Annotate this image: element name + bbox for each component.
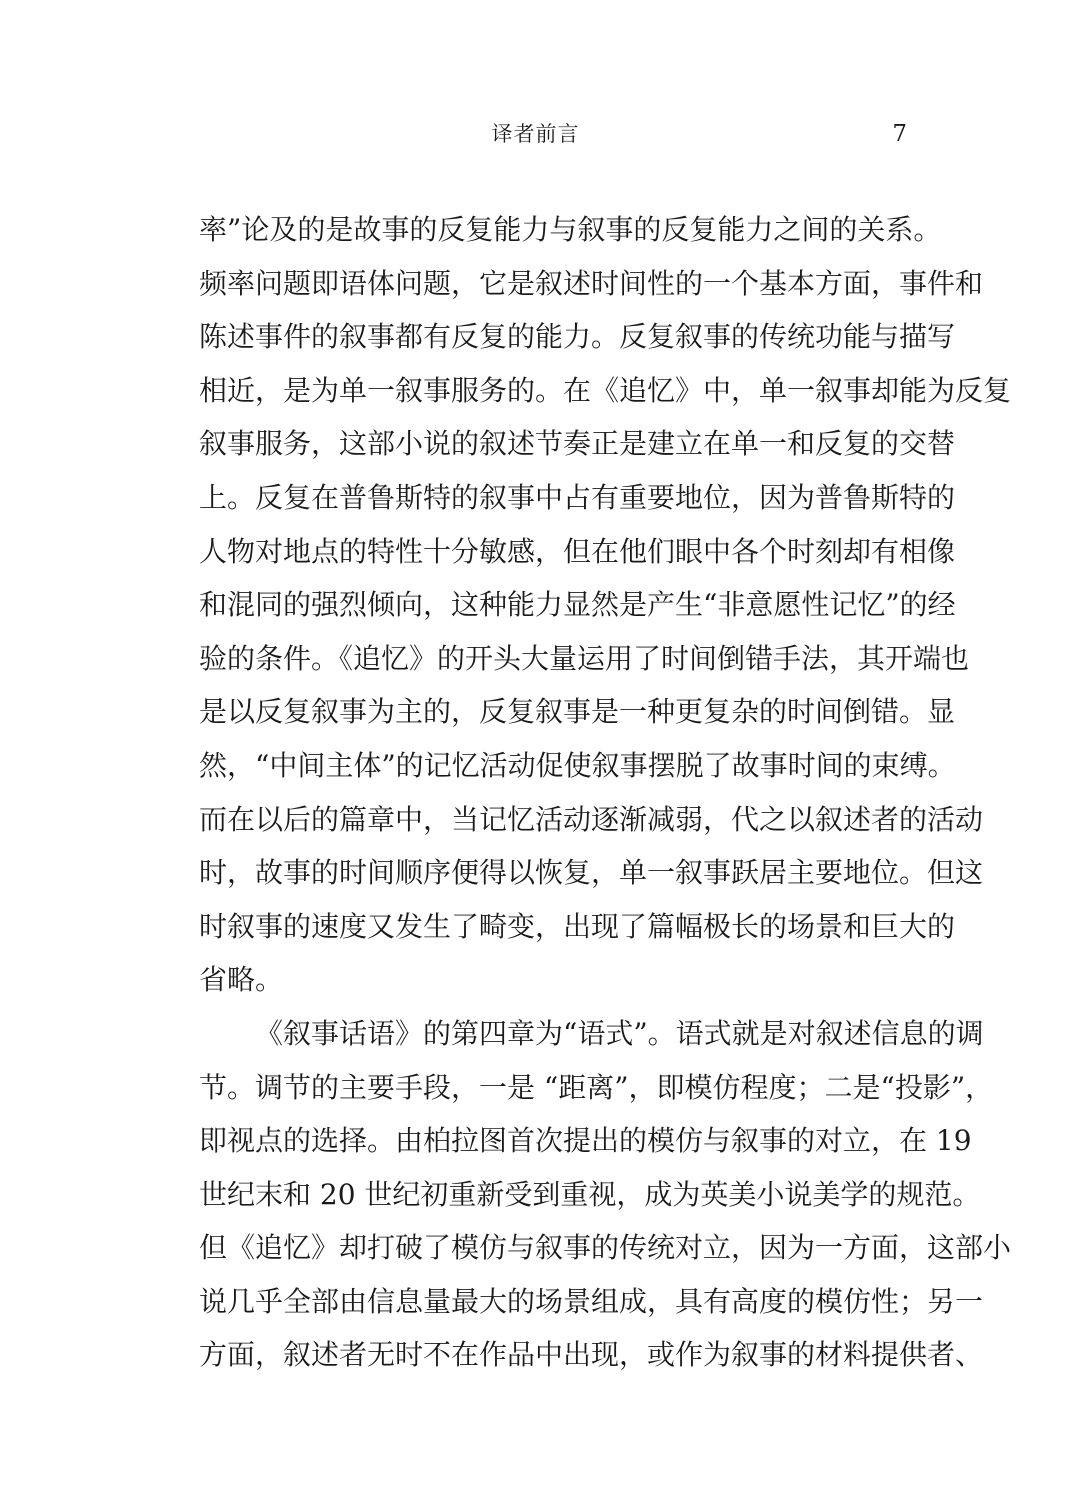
text-line: 和混同的强烈倾向，这种能力显然是产生“非意愿性记忆”的经 <box>199 588 956 622</box>
text-line: 说几乎全部由信息量最大的场景组成，具有高度的模仿性；另一 <box>199 1284 984 1318</box>
text-line: 上。反复在普鲁斯特的叙事中占有重要地位，因为普鲁斯特的 <box>199 480 956 514</box>
text-line: 叙事服务，这部小说的叙述节奏正是建立在单一和反复的交替 <box>199 427 956 461</box>
body-text <box>199 203 1012 1382</box>
text-line: 陈述事件的叙事都有反复的能力。反复叙事的传统功能与描写 <box>199 320 956 354</box>
text-line: 人物对地点的特性十分敏感，但在他们眼中各个时刻却有相像 <box>199 534 956 568</box>
text-line: 《叙事话语》的第四章为“语式”。语式就是对叙述信息的调 <box>255 1016 984 1050</box>
text-line: 时，故事的时间顺序便得以恢复，单一叙事跃居主要地位。但这 <box>199 856 984 890</box>
text-line: 验的条件。《追忆》的开头大量运用了时间倒错手法，其开端也 <box>199 641 970 675</box>
text-line: 而在以后的篇章中，当记忆活动逐渐减弱，代之以叙述者的活动 <box>199 802 984 836</box>
running-title: 译者前言 <box>491 122 580 146</box>
text-line: 时叙事的速度又发生了畸变，出现了篇幅极长的场景和巨大的 <box>199 909 956 943</box>
text-line: 频率问题即语体问题，它是叙述时间性的一个基本方面，事件和 <box>199 266 984 300</box>
text-line: 世纪末和 20 世纪初重新受到重视，成为英美小说美学的规范。 <box>199 1177 981 1211</box>
text-line: 方面，叙述者无时不在作品中出现，或作为叙事的材料提供者、 <box>199 1338 984 1372</box>
text-line: 节。调节的主要手段，一是 “距离”，即模仿程度；二是“投影”， <box>199 1070 994 1104</box>
text-line: 相近，是为单一叙事服务的。在《追忆》中，单一叙事却能为反复 <box>199 373 1012 407</box>
text-line: 即视点的选择。由柏拉图首次提出的模仿与叙事的对立，在 19 <box>199 1124 972 1158</box>
text-line: 率”论及的是故事的反复能力与叙事的反复能力之间的关系。 <box>199 213 942 246</box>
text-line: 是以反复叙事为主的，反复叙事是一种更复杂的时间倒错。显 <box>199 695 956 729</box>
page-number: 7 <box>892 121 907 147</box>
text-line: 省略。 <box>199 963 284 997</box>
running-head <box>0 118 1071 150</box>
text-line: 然，“中间主体”的记忆活动促使叙事摆脱了故事时间的束缚。 <box>199 748 956 782</box>
text-line: 但《追忆》却打破了模仿与叙事的传统对立，因为一方面，这部小 <box>199 1231 1012 1265</box>
